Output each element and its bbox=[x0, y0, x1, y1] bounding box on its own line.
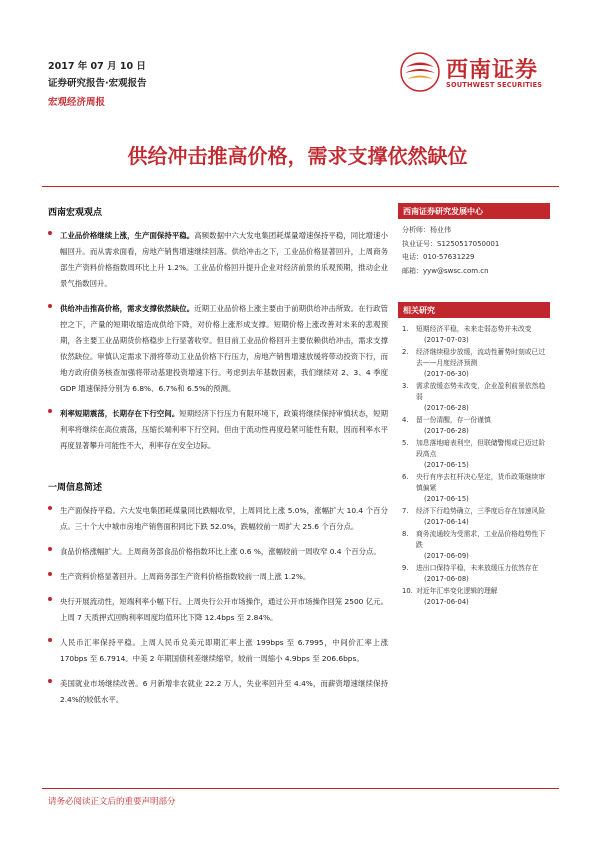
related-item[interactable] bbox=[402, 324, 550, 346]
report-date: 2017 年 07 月 10 日 bbox=[48, 61, 146, 72]
analyst-contact bbox=[398, 219, 550, 278]
related-research-heading: 相关研究 bbox=[398, 302, 550, 318]
related-item-date: (2017-06-15) bbox=[424, 495, 469, 503]
company-logo bbox=[400, 50, 560, 96]
viewpoint-body: 短期经济下行压力有限环境下，政策将继续保持审慎状态，短期利率将继续在高位震荡，压缩长端利率下行空间。但由于流动性再度趋紧可能性有限，因而利率水平再度显著攀升可能性不大，利率存在安全边际。 bbox=[60, 409, 388, 450]
related-item-number: 10. bbox=[402, 587, 413, 595]
related-item[interactable] bbox=[402, 347, 550, 380]
related-item-title: 进出口保持平稳，未来放缓压力依然存在 bbox=[416, 564, 539, 572]
related-item-number: 7. bbox=[402, 507, 409, 515]
related-item-number: 4. bbox=[402, 416, 409, 424]
related-item-date: (2017-06-30) bbox=[424, 370, 469, 378]
related-research-list bbox=[398, 318, 550, 608]
related-item-date: (2017-06-09) bbox=[424, 552, 469, 560]
bullet-icon bbox=[48, 544, 60, 560]
sidebar bbox=[398, 203, 550, 609]
related-item[interactable] bbox=[402, 415, 550, 437]
brief-item bbox=[48, 503, 388, 535]
analyst-license: 执业证号：S1250517050001 bbox=[402, 239, 500, 248]
viewpoint-item bbox=[48, 228, 388, 292]
viewpoint-lead: 供给冲击推高价格，需求支撑依然缺位。 bbox=[60, 304, 195, 313]
report-title: 供给冲击推高价格，需求支撑依然缺位 bbox=[127, 144, 468, 168]
brief-item bbox=[48, 544, 388, 560]
brief-item bbox=[48, 594, 388, 626]
analyst-email: 邮箱：yyw@swsc.com.cn bbox=[402, 266, 489, 275]
related-item-date: (2017-06-08) bbox=[424, 575, 469, 583]
title-divider bbox=[42, 186, 559, 187]
related-item-title: 需求放缓态势未改变，企业盈利前景依然趋弱 bbox=[416, 382, 546, 401]
bullet-icon bbox=[48, 676, 60, 708]
viewpoint-text bbox=[60, 228, 388, 292]
related-item-title: 经济继续稳步放缓，流动性蓄势时刻或已过去——月度经济预测 bbox=[416, 348, 546, 367]
viewpoint-text bbox=[60, 301, 388, 397]
bullet-icon bbox=[48, 503, 60, 535]
related-item-number: 2. bbox=[402, 348, 409, 356]
related-item-number: 6. bbox=[402, 473, 409, 481]
related-item-number: 5. bbox=[402, 439, 409, 447]
logo-name-cn: 西南证券 bbox=[446, 57, 539, 83]
related-item-title: 加息落地暗表利空，但联储警惕或已迈过阶段高点 bbox=[416, 439, 546, 458]
related-item-date: (2017-06-14) bbox=[424, 518, 469, 526]
viewpoint-item bbox=[48, 301, 388, 397]
viewpoint-lead: 工业品价格继续上涨，生产面保持平稳。 bbox=[60, 231, 195, 240]
related-item[interactable] bbox=[402, 438, 550, 471]
related-item-title: 央行有序去杠杆决心坚定，货币政策继续审慎偏紧 bbox=[416, 473, 546, 492]
related-item[interactable] bbox=[402, 506, 550, 528]
bullet-icon bbox=[48, 406, 60, 454]
related-item-number: 9. bbox=[402, 564, 409, 572]
related-item-date: (2017-06-15) bbox=[424, 461, 469, 469]
bullet-icon bbox=[48, 594, 60, 626]
bullet-icon bbox=[48, 228, 60, 292]
brief-item bbox=[48, 635, 388, 667]
brief-text: 生产面保持平稳。六大发电集团耗煤量同比跌幅收窄，上周同比上涨 5.0%，涨幅扩大 10.4 个百分点。三十个大中城市房地产销售面积同比下跌 52.0%，跌幅较前一周扩大 25.6 个百分点。 bbox=[60, 506, 388, 531]
analyst-phone: 电话：010-57631229 bbox=[402, 253, 475, 261]
related-item[interactable] bbox=[402, 472, 550, 505]
bullet-icon bbox=[48, 301, 60, 397]
related-item-title: 经济下行趋势确立，三季度后存在加速风险 bbox=[416, 507, 546, 515]
related-item[interactable] bbox=[402, 381, 550, 414]
related-item-date: (2017-06-04) bbox=[424, 598, 469, 606]
bullet-icon bbox=[48, 569, 60, 585]
footer-disclaimer: 请务必阅读正文后的重要声明部分 bbox=[48, 797, 176, 807]
related-item-date: (2017-06-28) bbox=[424, 427, 469, 435]
footer-divider bbox=[42, 788, 559, 789]
viewpoint-text bbox=[60, 406, 388, 454]
analyst-name: 分析师：杨业伟 bbox=[402, 226, 451, 234]
related-item-number: 3. bbox=[402, 382, 409, 390]
related-item-number: 8. bbox=[402, 530, 409, 538]
logo-emblem-icon bbox=[400, 52, 440, 92]
research-center-heading: 西南证券研究发展中心 bbox=[398, 203, 550, 219]
related-item-title: 对近年汇率变化逻辑的理解 bbox=[416, 587, 498, 595]
related-item[interactable] bbox=[402, 529, 550, 562]
related-item-title: 商务流通较为受需求，工业品价格趋势性下跌 bbox=[416, 530, 546, 549]
related-item-number: 1. bbox=[402, 325, 409, 333]
viewpoint-item bbox=[48, 406, 388, 454]
brief-item bbox=[48, 569, 388, 585]
report-type: 证券研究报告·宏观报告 bbox=[48, 78, 147, 89]
brief-text: 美国就业市场继续改善。6 月新增非农就业 22.2 万人，失业率回升至 4.4%，而薪资增速继续保持 2.4%的较低水平。 bbox=[60, 679, 388, 704]
brief-text: 央行开展流动性，短端利率小幅下行。上周央行公开市场操作，通过公开市场操作回笼 2500 亿元。上周 7 天质押式回购利率周度均值环比下降 12.4bps 至 2.84%。 bbox=[60, 597, 388, 622]
brief-text: 食品价格涨幅扩大。上周商务部食品价格指数环比上涨 0.6 %，涨幅较前一周收窄 0.4 个百分点。 bbox=[60, 547, 381, 556]
related-item-date: (2017-07-03) bbox=[424, 336, 469, 344]
viewpoint-body: 高频数据中六大发电集团耗煤量增速保持平稳，同比增速小幅回升。而从需求面看，房地产销售增速继续回落。供给冲击之下，工业品价格显著回升，上周商务部生产资料价格指数周环比上升 1.2%。工业品价格回升提升企业对经济前景的乐观预期，推动企业景气指数回升。 bbox=[60, 231, 388, 288]
brief-text: 生产资料价格显著回升。上周商务部生产资料价格指数较前一周上涨 1.2%。 bbox=[60, 572, 311, 581]
report-subtype: 宏观经济周报 bbox=[48, 97, 106, 108]
brief-item bbox=[48, 676, 388, 708]
related-item-title: 短期经济平稳，未来走弱态势并未改变 bbox=[416, 325, 532, 333]
related-item[interactable] bbox=[402, 586, 550, 608]
logo-name-en: SOUTHWEST SECURITIES bbox=[446, 81, 543, 89]
main-column bbox=[48, 205, 388, 717]
viewpoint-body: 近期工业品价格上涨主要由于前期供给冲击所致。在行政管控之下，产量的短期收缩造成供给下降，对价格上涨形成支撑。短期价格上涨改善对未来的悲观预期，各主要工业品期货价格稳步上行显著收窄。但目前工业品价格回升主要依赖供给冲击，需求支撑依然缺位。审慎认定需求下滑将带动工业品价格下行压力，房地产销售增速放缓将带动投资下行，而地方政府债务核查加强将带动基建投资增速下行。考虑到去年基数因素，我们继续对 2、3、4 季度 GDP 增速保持分别为 6.8%、6.7%和 6.5%的预测。 bbox=[60, 304, 388, 393]
related-item-date: (2017-06-28) bbox=[424, 404, 469, 412]
viewpoint-lead: 利率短期震荡，长期存在下行空间。 bbox=[60, 409, 180, 418]
section-title-briefs: 一周信息简述 bbox=[48, 483, 103, 493]
related-item[interactable] bbox=[402, 563, 550, 585]
section-title-views: 西南宏观观点 bbox=[48, 208, 103, 218]
related-item-title: 留一份清醒，存一份谨慎 bbox=[416, 416, 491, 424]
brief-text: 人民币汇率保持平稳。上周人民币兑美元即期汇率上涨 199bps 至 6.7995，中间价汇率上涨 170bps 至 6.7914。中美 2 年期国债利差继续缩窄，较前一周缩小 4.9bps 至 206.6bps。 bbox=[60, 638, 388, 663]
bullet-icon bbox=[48, 635, 60, 667]
